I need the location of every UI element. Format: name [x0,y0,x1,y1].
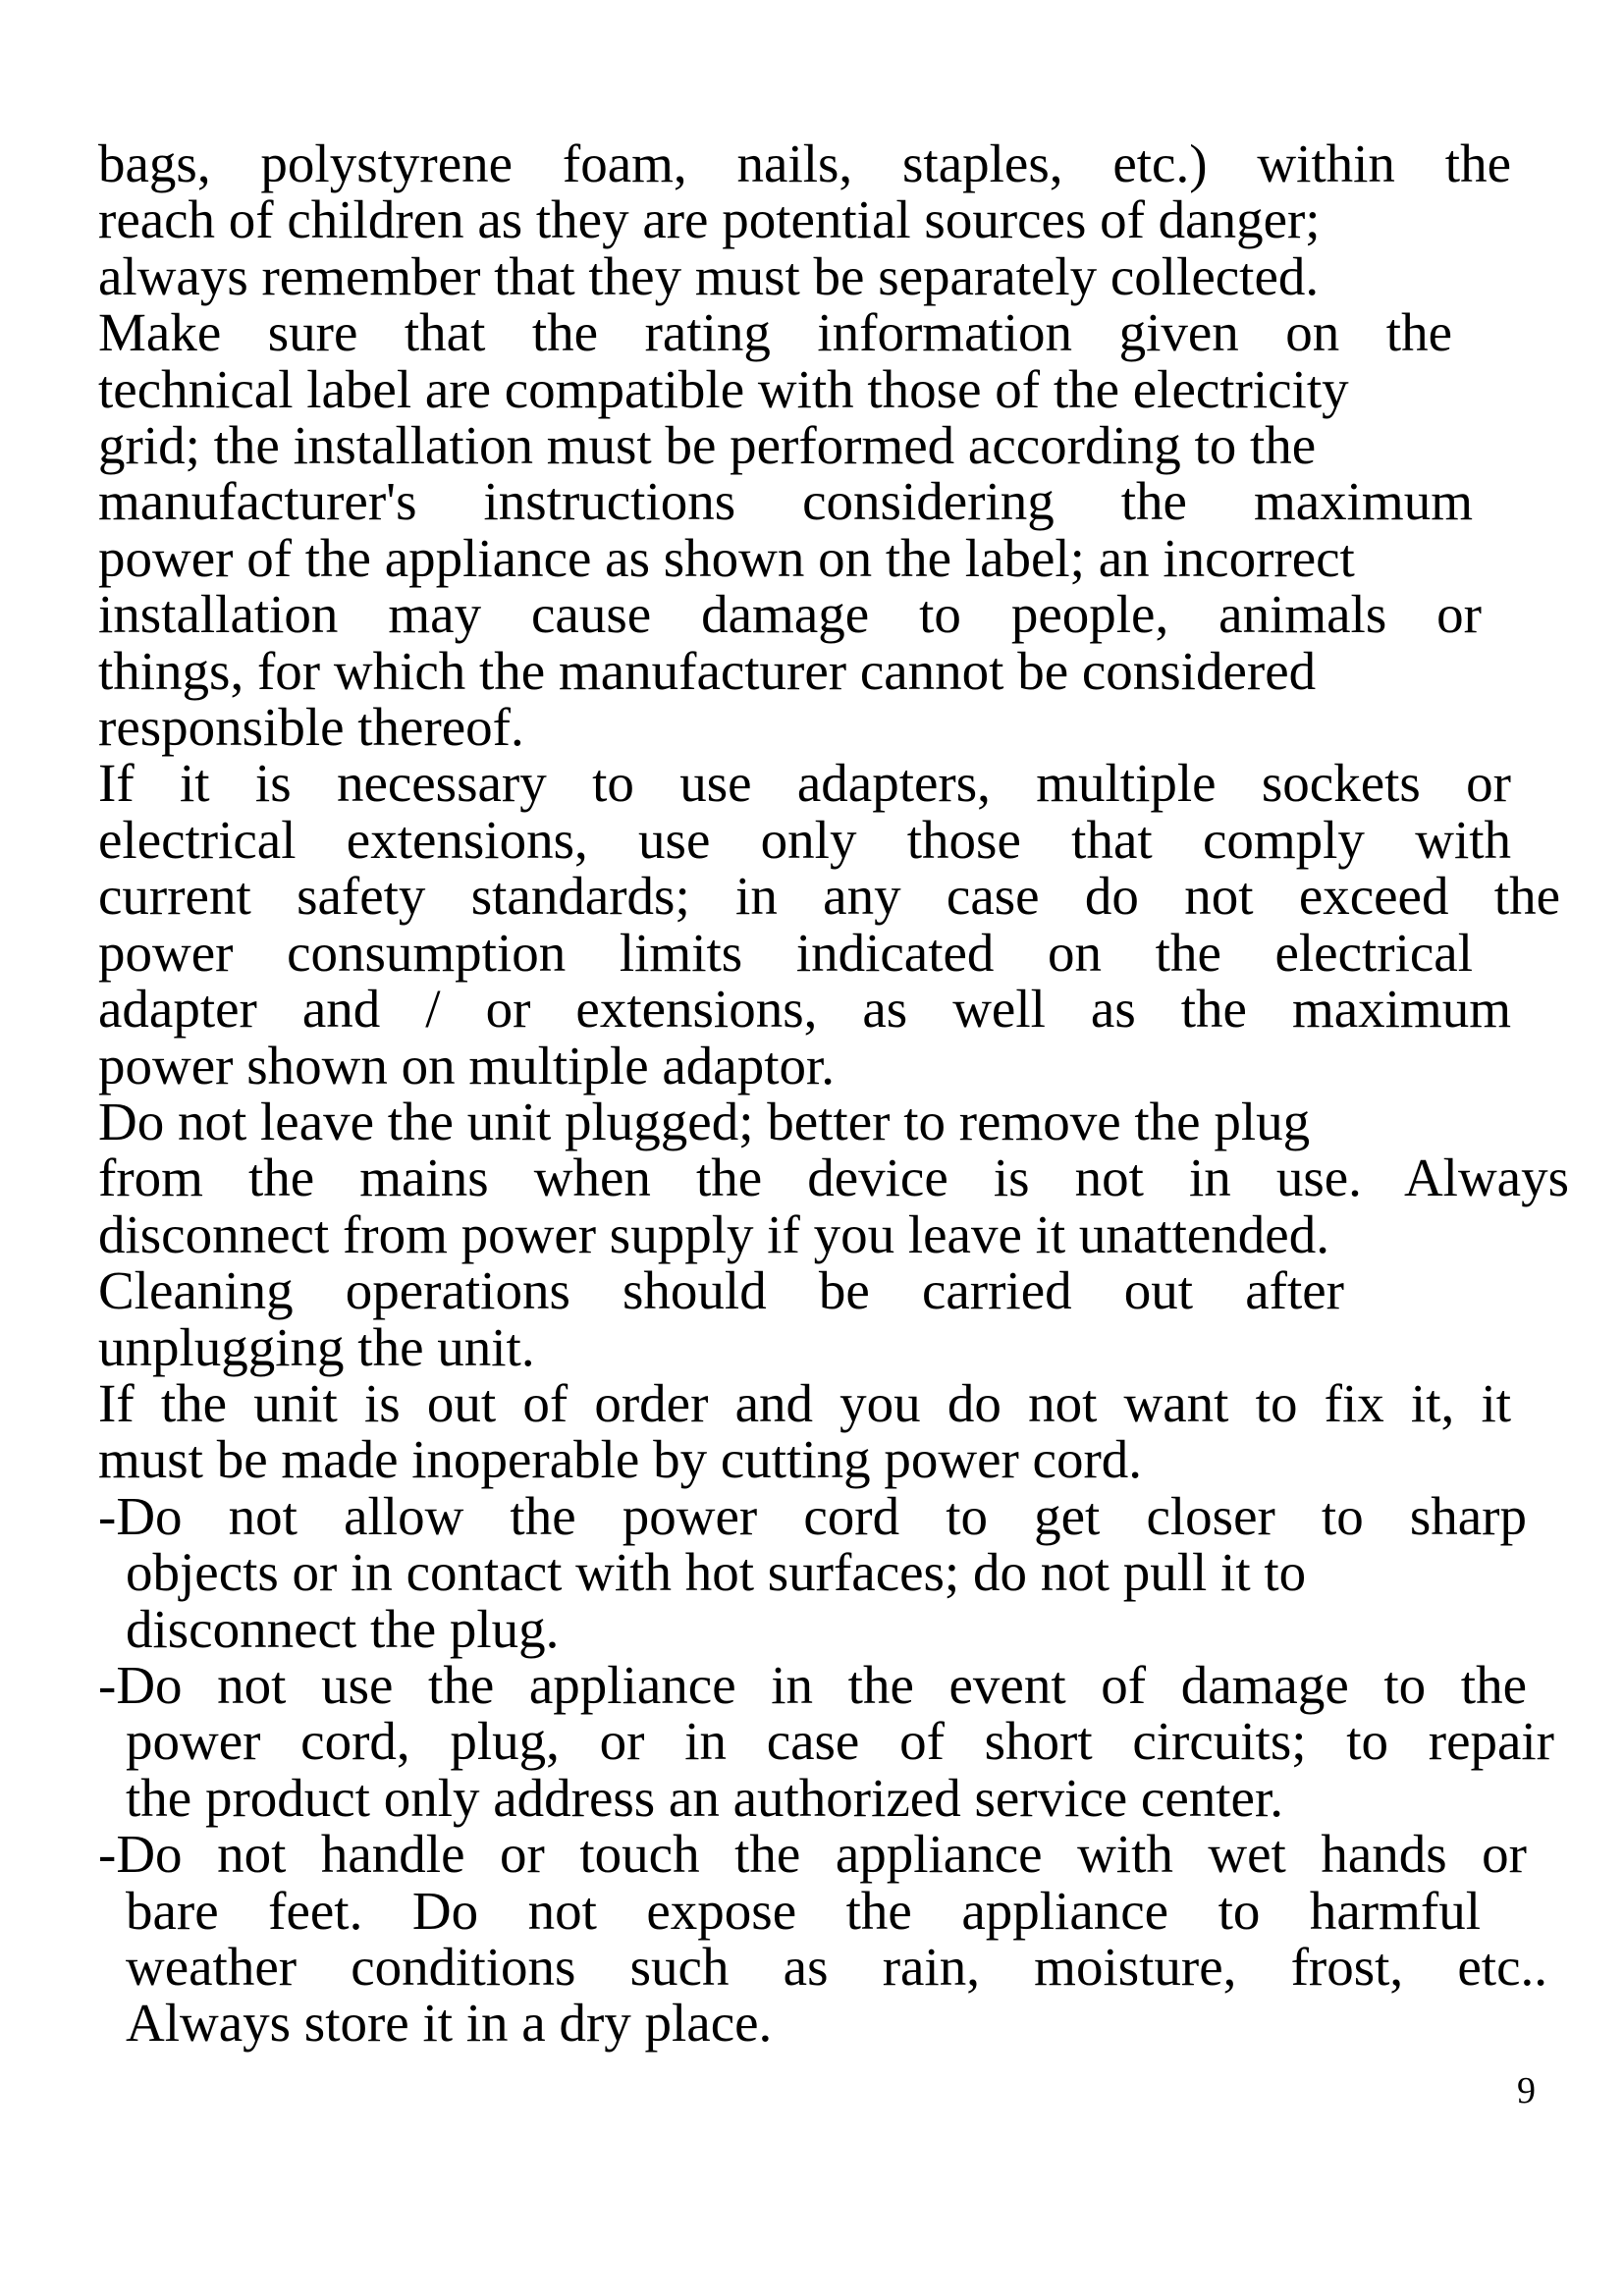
page-number: 9 [1517,2070,1536,2111]
text-line: power consumption limits indicated on the electrical [98,922,1473,983]
text-line: Cleaning operations should be carried out after [98,1260,1344,1321]
text-line: power shown on multiple adaptor. [98,1035,836,1095]
text-line: -Do not use the appliance in the event of damage to the [98,1654,1527,1715]
text-line: installation may cause damage to people, animals or [98,584,1482,645]
text-line: -Do not allow the power cord to get closer to sharp [98,1485,1527,1546]
text-line: grid; the installation must be performed according to the [98,415,1317,476]
text-line: electrical extensions, use only those that comply with [98,809,1511,870]
text-line: reach of children as they are potential sources of danger; [98,189,1321,250]
text-line: unplugging the unit. [98,1316,535,1377]
text-line: the product only address an authorized service center. [126,1767,1283,1828]
text-line: must be made inoperable by cutting power cord. [98,1429,1143,1490]
text-line: objects or in contact with hot surfaces; do not pull it to [126,1542,1307,1603]
text-line: power of the appliance as shown on the label; an incorrect [98,527,1355,588]
text-line: adapter and / or extensions, as well as the maximum [98,979,1511,1040]
text-line: current safety standards; in any case do not exceed the [98,866,1560,927]
text-line: disconnect from power supply if you leave it unattended. [98,1203,1329,1264]
text-line: things, for which the manufacturer cannot be considered [98,640,1317,701]
text-line: If the unit is out of order and you do not want to fix it, it [98,1372,1511,1433]
text-line: responsible thereof. [98,697,524,758]
text-line: disconnect the plug. [126,1598,560,1659]
text-line: Always store it in a dry place. [126,1993,773,2054]
text-line: bags, polystyrene foam, nails, staples, etc.) within the [98,133,1511,193]
text-line: bare feet. Do not expose the appliance to harmful [126,1880,1481,1941]
text-line: Make sure that the rating information given on the [98,302,1452,363]
text-line: If it is necessary to use adapters, multiple sockets or [98,753,1511,814]
text-line: from the mains when the device is not in use. Always [98,1148,1569,1208]
text-line: technical label are compatible with those of the electricity [98,358,1349,419]
text-line: Do not leave the unit plugged; better to remove the plug [98,1091,1311,1151]
text-line: -Do not handle or touch the appliance with wet hands or [98,1824,1527,1885]
text-line: weather conditions such as rain, moisture, frost, etc.. [126,1937,1547,1997]
text-line: manufacturer's instructions considering the maximum [98,471,1473,532]
text-line: always remember that they must be separately collected. [98,245,1320,306]
body-text [98,135,1576,2052]
text-line: power cord, plug, or in case of short circuits; to repair [126,1711,1554,1772]
